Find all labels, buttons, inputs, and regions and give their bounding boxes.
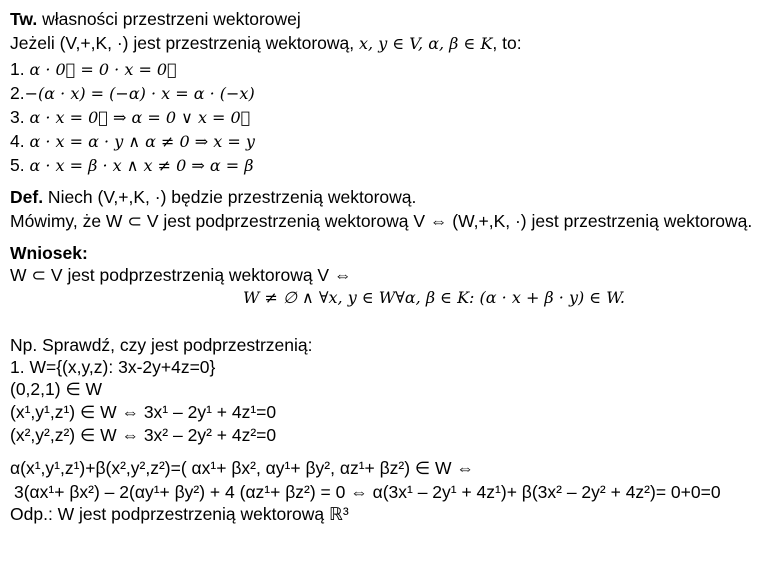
theorem-item-number: 3.: [10, 107, 30, 127]
theorem-item-2: [10, 82, 255, 105]
theorem-heading: [10, 8, 301, 30]
example-line-5: α(x¹,y¹,z¹)+β(x²,y²,z²)=( αx¹+ βx², αy¹+ βy², αz¹+ βz²) ∈ W ⇔: [10, 458, 474, 478]
definition-line-1: [10, 186, 416, 208]
theorem-item-number: 4.: [10, 131, 30, 151]
definition-text: Niech (V,+,K, ·) będzie przestrzenią wektorową.: [43, 187, 417, 207]
theorem-intro-text: Jeżeli (V,+,K, ·) jest przestrzenią wektorową,: [10, 33, 360, 53]
theorem-item-formula: −(α · x) = (−α) · x = α · (−x): [24, 84, 255, 103]
theorem-item-number: 1.: [10, 59, 30, 79]
theorem-item-3: [10, 106, 250, 129]
theorem-intro: [10, 32, 522, 55]
theorem-item-number: 2.: [10, 83, 25, 103]
example-intro: Np. Sprawdź, czy jest podprzestrzenią:: [10, 335, 313, 355]
example-line-2: (0,2,1) ∈ W: [10, 379, 103, 399]
definition-label: Def.: [10, 187, 44, 207]
definition-line-2: Mówimy, że W ⊂ V jest podprzestrzenią wektorową V ⇔ (W,+,K, ·) jest przestrzenią wektorową.: [10, 211, 753, 231]
theorem-intro-end: , to:: [492, 33, 522, 53]
theorem-intro-math: x, y ∈ V, α, β ∈ K: [359, 34, 493, 53]
theorem-title: własności przestrzeni wektorowej: [37, 9, 301, 29]
corollary-line-1: W ⊂ V jest podprzestrzenią wektorową V ⇔: [10, 265, 352, 285]
example-answer: Odp.: W jest podprzestrzenią wektorową ℝ³: [10, 504, 349, 524]
corollary-formula: W ≠ ∅ ∧ ∀x, y ∈ W∀α, β ∈ K: (α · x + β · y) ∈ W.: [243, 288, 625, 307]
example-line-6: 3(αx¹+ βx²) – 2(αy¹+ βy²) + 4 (αz¹+ βz²) = 0 ⇔ α(3x¹ – 2y¹ + 4z¹)+ β(3x² – 2y² + 4z²)= 0+0=0: [14, 482, 721, 502]
theorem-item-1: [10, 58, 177, 81]
theorem-item-formula: α · x = α · y ∧ α ≠ 0 ⇒ x = y: [29, 132, 255, 151]
theorem-item-formula: α · x = 0⃗ ⇒ α = 0 ∨ x = 0⃗: [29, 108, 251, 127]
theorem-item-5: [10, 154, 254, 177]
example-line-4: (x²,y²,z²) ∈ W ⇔ 3x² – 2y² + 4z²=0: [10, 425, 277, 445]
example-line-1: 1. W={(x,y,z): 3x-2y+4z=0}: [10, 357, 216, 377]
theorem-item-number: 5.: [10, 155, 30, 175]
theorem-label: Tw.: [10, 9, 38, 29]
theorem-item-4: [10, 130, 255, 153]
theorem-item-formula: α · x = β · x ∧ x ≠ 0 ⇒ α = β: [29, 156, 254, 175]
theorem-item-formula: α · 0⃗ = 0 · x = 0⃗: [29, 60, 177, 79]
corollary-label: Wniosek:: [10, 243, 88, 263]
example-line-3: (x¹,y¹,z¹) ∈ W ⇔ 3x¹ – 2y¹ + 4z¹=0: [10, 402, 277, 422]
corollary-heading: [10, 242, 88, 264]
